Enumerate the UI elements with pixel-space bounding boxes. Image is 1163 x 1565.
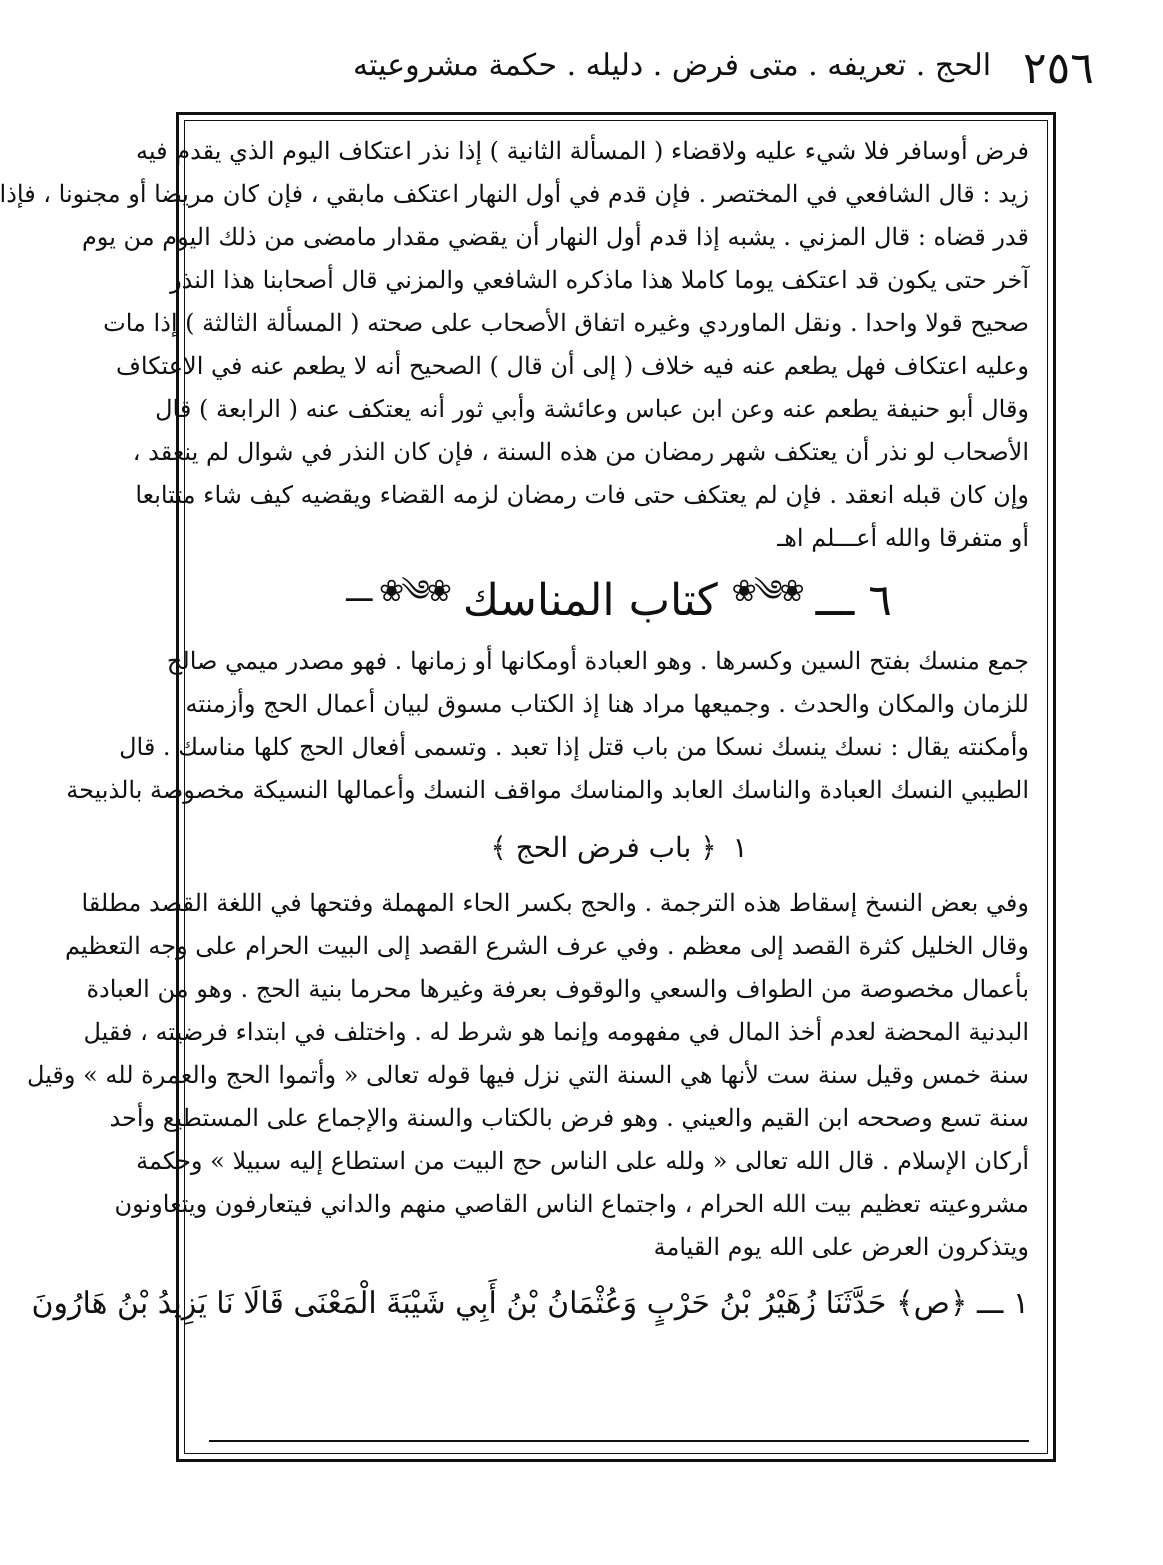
book-title-text: كتاب المناسك	[462, 574, 718, 626]
text-line: الأصحاب لو نذر أن يعتكف شهر رمضان من هذه السنة ، فإن كان النذر في شوال لم ينعقد ،	[132, 438, 1029, 466]
text-line: ويتذكرون العرض على الله يوم القيامة	[653, 1233, 1029, 1261]
running-head: الحج . تعريفه . متى فرض . دليله . حكمة مشروعيته	[353, 48, 992, 83]
chapter-heading	[209, 812, 1029, 882]
text-line: وقال الخليل كثرة القصد إلى معظم . وفي عرف الشرع القصد إلى البيت الحرام على وجه التعظيم	[65, 932, 1029, 960]
top-paragraph	[0, 130, 1029, 560]
text-line: وعليه اعتكاف فهل يطعم عنه فيه خلاف ( إلى أن قال ) الصحيح أنه لا يطعم عنه في الاعتكاف	[116, 352, 1029, 380]
chapter-number: ١	[732, 830, 748, 864]
text-line: وفي بعض النسخ إسقاط هذه الترجمة . والحج بكسر الحاء المهملة وفتحها في اللغة القصد مطلقا	[81, 889, 1029, 917]
text-line: قدر قضاه : قال المزني . يشبه إذا قدم أول النهار أن يقضي مقدار مامضى من ذلك اليوم من يوم	[81, 223, 1029, 251]
book-number: ٦ ـــ	[815, 574, 892, 626]
text-line: بأعمال مخصوصة من الطواف والسعي والوقوف بعرفة وغيرها محرما بنية الحج . وهو من العبادة	[86, 975, 1029, 1003]
text-line: فرض أوسافر فلا شيء عليه ولاقضاء ( المسألة الثانية ) إذا نذر اعتكاف اليوم الذي يقدم فيه	[136, 137, 1029, 165]
ornament-icon: ❀༄❀ ـــ	[346, 574, 449, 609]
text-line: وأمكنته يقال : نسك ينسك نسكا من باب قتل إذا تعبد . وتسمى أفعال الحج كلها مناسك . قال	[119, 733, 1029, 761]
text-line: صحيح قولا واحدا . ونقل الماوردي وغيره اتفاق الأصحاب على صحته ( المسألة الثالثة ) إذا مات	[103, 309, 1029, 337]
bottom-rule	[209, 1440, 1029, 1442]
text-line: وإن كان قبله انعقد . فإن لم يعتكف حتى فات رمضان لزمه القضاء ويقضيه كيف شاء متتابعا	[135, 481, 1029, 509]
text-line: أركان الإسلام . قال الله تعالى « ولله على الناس حج البيت من استطاع إليه سبيلا » وحكمة	[136, 1147, 1029, 1175]
book-title	[209, 560, 1029, 640]
text-line: للزمان والمكان والحدث . وجميعها مراد هنا إذ الكتاب مسوق لبيان أعمال الحج وأزمنته	[185, 690, 1029, 718]
text-line: وقال أبو حنيفة يطعم عنه وعن ابن عباس وعائشة وأبي ثور أنه يعتكف عنه ( الرابعة ) قال	[155, 395, 1029, 423]
text-line: زيد : قال الشافعي في المختصر . فإن قدم في أول النهار اعتكف مابقي ، فإن كان مريضا أو مجنونا ، فإذا	[0, 180, 1029, 208]
page-header	[203, 43, 1094, 98]
text-line: سنة خمس وقيل سنة ست لأنها هي السنة التي نزل فيها قوله تعالى « وأتموا الحج والعمرة لله » وقيل	[26, 1061, 1029, 1089]
chapter-title: ﴿ باب فرض الحج ﴾	[490, 830, 717, 864]
text-line: جمع منسك بفتح السين وكسرها . وهو العبادة أومكانها أو زمانها . فهو مصدر ميمي صالح	[166, 647, 1029, 675]
text-line: آخر حتى يكون قد اعتكف يوما كاملا هذا ماذكره الشافعي والمزني قال أصحابنا هذا النذر	[170, 266, 1029, 294]
text-line: سنة تسع وصححه ابن القيم والعيني . وهو فرض بالكتاب والسنة والإجماع على المستطيع وأحد	[109, 1104, 1029, 1132]
intro-paragraph	[66, 640, 1029, 812]
text-line: أو متفرقا والله أعـــلم اهـ	[777, 524, 1029, 552]
page-number: ٢٥٦	[1023, 43, 1094, 94]
text-line: مشروعيته تعظيم بيت الله الحرام ، واجتماع الناس القاصي منهم والداني فيتعارفون ويتعاونون	[114, 1190, 1029, 1218]
page-content	[0, 130, 1029, 1339]
hadith-line: ١ ـــ ﴿ص﴾ حَدَّثَنَا زُهَيْرُ بْنُ حَرْبٍ وَعُثْمَانُ بْنُ أَبِي شَيْبَةَ الْمَعْنَى قَالَا نَا يَزِيدُ بْنُ هَارُونَ	[31, 1286, 1029, 1321]
text-line: الطيبي النسك العبادة والناسك العابد والمناسك مواقف النسك وأعمالها النسيكة مخصوصة بالذبيحة	[66, 776, 1029, 804]
ornament-icon: ❀༄❀	[731, 574, 802, 609]
main-paragraph	[26, 882, 1029, 1269]
text-line: البدنية المحضة لعدم أخذ المال في مفهومه وإنما هو شرط له . واختلف في ابتداء فرضيته ، فقيل	[83, 1018, 1029, 1046]
